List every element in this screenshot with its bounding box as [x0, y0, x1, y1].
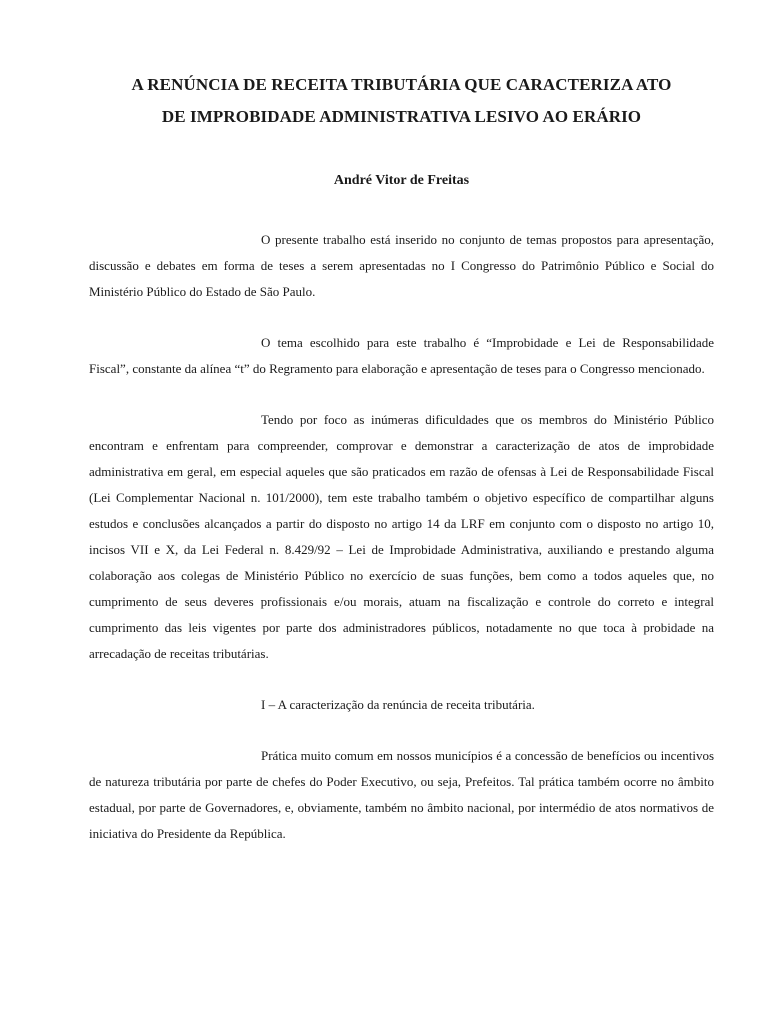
document-page [89, 0, 714, 847]
paragraph-intro: O presente trabalho está inserido no conjunto de temas propostos para apresentação, discussão e debates em forma de teses a serem apresentadas no I Congresso do Patrimônio Público e Social do Ministério Público do Estado de São Paulo. [89, 232, 714, 299]
author-name: André Vitor de Freitas [333, 173, 470, 188]
document-title [89, 69, 714, 133]
section-heading: I – A caracterização da renúncia de receita tributária. [261, 697, 535, 712]
title-line-2: DE IMPROBIDADE ADMINISTRATIVA LESIVO AO ERÁRIO [161, 107, 642, 126]
title-line-1: A RENÚNCIA DE RECEITA TRIBUTÁRIA QUE CARACTERIZA ATO [131, 75, 672, 94]
paragraph-focus: Tendo por foco as inúmeras dificuldades que os membros do Ministério Público encontram e enfrentam para compreender, comprovar e demonstrar a caracterização de atos de improbidade administrativa em geral, em especial aqueles que são praticados em razão de ofensas à Lei de Responsabilidade Fiscal (Lei Complementar Nacional n. 101/2000), tem este trabalho também o objetivo específico de compartilhar alguns estudos e conclusões alcançados a partir do disposto no artigo 14 da LRF em conjunto com o disposto no artigo 10, incisos VII e X, da Lei Federal n. 8.429/92 – Lei de Improbidade Administrativa, auxiliando e prestando alguma colaboração aos colegas de Ministério Público no exercício de suas funções, bem como a todos aqueles que, no cumprimento de seus deveres profissionais e/ou morais, atuam na fiscalização e controle do correto e integral cumprimento das leis vigentes por parte dos administradores públicos, notadamente no que toca à probidade na arrecadação de receitas tributárias. [89, 412, 714, 661]
paragraph-theme: O tema escolhido para este trabalho é “Improbidade e Lei de Responsabilidade Fiscal”, constante da alínea “t” do Regramento para elaboração e apresentação de teses para o Congresso mencionado. [89, 335, 714, 376]
paragraph-practice: Prática muito comum em nossos municípios é a concessão de benefícios ou incentivos de natureza tributária por parte de chefes do Poder Executivo, ou seja, Prefeitos. Tal prática também ocorre no âmbito estadual, por parte de Governadores, e, obviamente, também no âmbito nacional, por intermédio de atos normativos de iniciativa do Presidente da República. [89, 748, 714, 841]
